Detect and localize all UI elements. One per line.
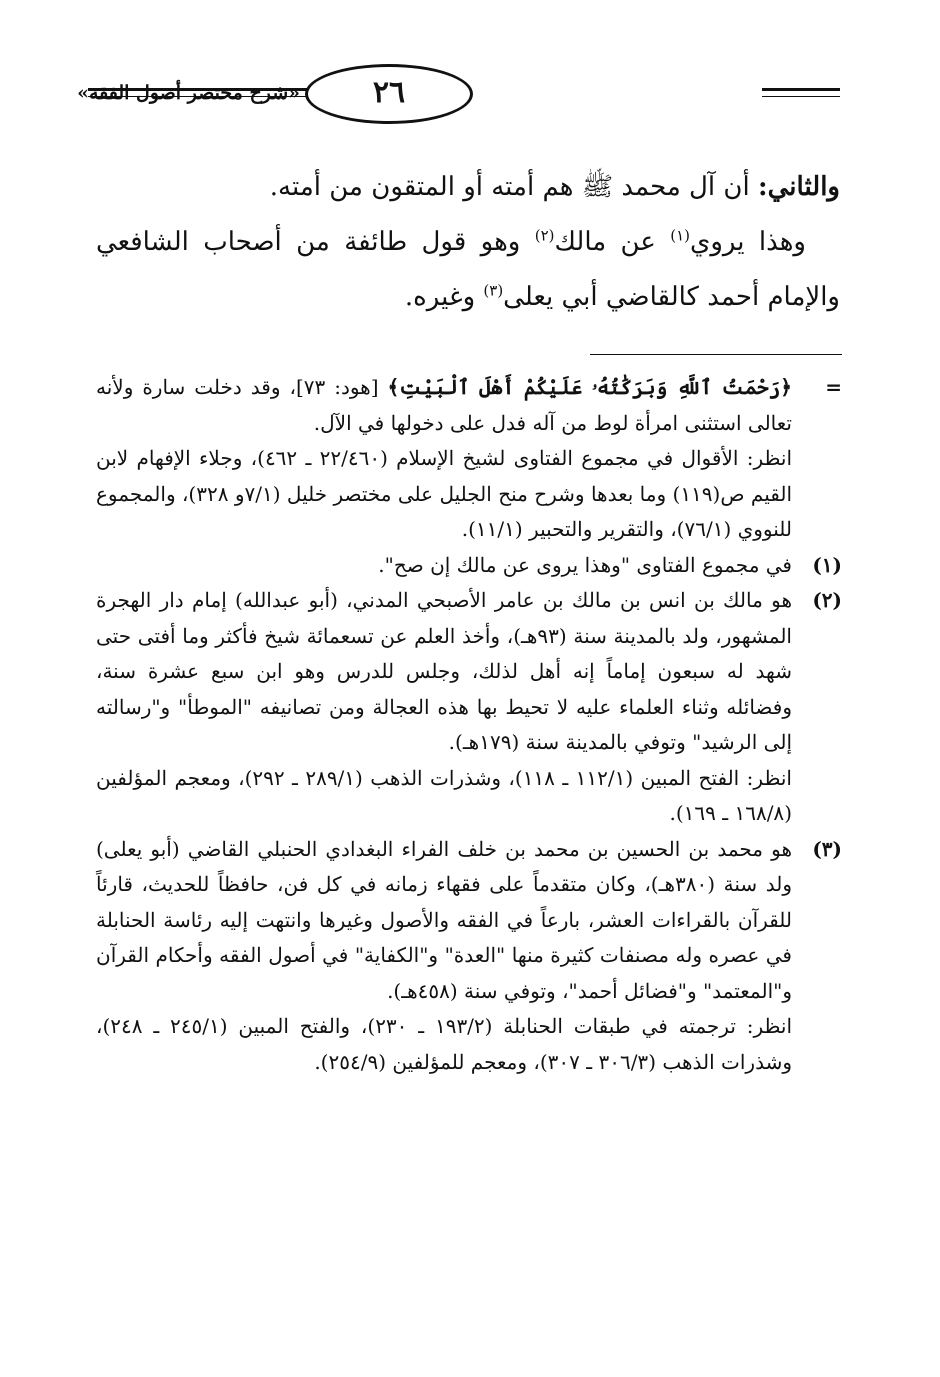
footnote-text-part: [هود: ٧٣]، وقد دخلت سارة ولأنه تعالى استثنى امرأة لوط من آله فدل على دخولها في الآل. [96, 375, 792, 435]
footnote-ref-2[interactable]: (٢) [534, 226, 555, 245]
footnote-refs: انظر: الفتح المبين (١١٢/١ ـ ١١٨)، وشذرات الذهب (٢٨٩/١ ـ ٢٩٢)، ومعجم المؤلفين (١٦٨/٨ ـ ١٦٩). [96, 765, 792, 825]
paragraph-text: وغيره. [404, 282, 484, 312]
footnote-separator [590, 354, 842, 355]
footnote-refs: انظر: الأقوال في مجموع الفتاوى لشيخ الإسلام (٢٢/٤٦٠ ـ ٤٦٢)، وجلاء الإفهام لابن القيم ص(١١٩) وما بعدها وشرح منح الجليل على مختصر خليل (٧/١و ٣٢٨)، والمجموع للنووي (٧٦/١)، والتقرير والتحبير (١١/١). [96, 446, 793, 541]
main-text [96, 160, 840, 325]
footnote-1 [96, 548, 842, 584]
paragraph-second-opinion [96, 160, 840, 215]
paragraph-text: عن مالك [554, 227, 671, 257]
footnote-mark-3: (٣) [812, 836, 842, 861]
footnote-ref-3[interactable]: (٣) [483, 281, 504, 300]
paragraph-text: وهو قول طائفة من أصحاب الشافعي والإمام أحمد كالقاضي أبي يعلى [96, 227, 840, 312]
running-header [77, 62, 840, 132]
lead-word: والثاني: [758, 172, 840, 202]
footnote-ref-1[interactable]: (١) [670, 226, 690, 245]
paragraph-text: أن آل محمد ﷺ هم أمته أو المتقون من أمته. [269, 172, 759, 202]
continuation-mark: = [825, 375, 842, 399]
paragraph-text: وهذا يروي [690, 227, 806, 257]
header-rule-right [762, 88, 840, 97]
footnote-refs: انظر: ترجمته في طبقات الحنابلة (١٩٣/٢ ـ ٢٣٠)، والفتح المبين (٢٤٥/١ ـ ٢٤٨)، وشذرات الذهب (٣٠٦/٣ ـ ٣٠٧)، ومعجم للمؤلفين (٢٥٤/٩). [96, 1014, 793, 1074]
book-title: «شرح مختصر أصول الفقه» [77, 82, 300, 104]
footnote-continued [96, 370, 842, 548]
footnote-text: هو محمد بن الحسين بن محمد بن خلف الفراء البغدادي الحنبلي القاضي (أبو يعلى) ولد سنة (٣٨٠هـ)، وكان متقدماً على فقهاء زمانه في كل فن، حافظاً للحديث، قارئاً للقرآن بالقراءات العشر، بارعاً في الفقه والأصول وغيرها وانتهت إليه رئاسة الحنابلة في عصره وله مصنفات كثيرة منها "العدة" و"الكفاية" في أصول الفقه وأحكام القرآن و"المعتمد" و"فضائل أحمد"، وتوفي سنة (٤٥٨هـ). [96, 836, 792, 1003]
paragraph-attribution [96, 215, 840, 325]
footnotes [96, 370, 842, 1080]
footnote-text: هو مالك بن انس بن مالك بن عامر الأصبحي المدني، (أبو عبدالله) إمام دار الهجرة المشهور، ولد بالمدينة سنة (٩٣هـ)، وأخذ العلم عن تسعمائة شيخ فأكثر وما أفتى حتى شهد له سبعون إماماً إنه أهل لذلك، وجلس للدرس وهو ابن سبع عشرة سنة، وفضائله وثناء العلماء عليه لا تحيط بها هذه العجالة ومن تصانيفه "الموطأ" و"رسالته إلى الرشيد" وتوفي بالمدينة سنة (١٧٩هـ). [96, 588, 792, 754]
footnote-text: في مجموع الفتاوى "وهذا يروى عن مالك إن صح". [378, 552, 792, 577]
footnote-mark-2: (٢) [812, 588, 842, 612]
footnote-text [96, 370, 792, 441]
page-number: ٢٦ [305, 64, 473, 124]
footnote-mark-1: (١) [812, 552, 842, 577]
footnote-2 [96, 583, 842, 832]
quran-verse: ﴿رَحْمَتُ ٱللَّهِ وَبَرَكَٰتُهُۥ عَلَيْكُمْ أَهْلَ ٱلْبَيْتِ﴾ [387, 375, 792, 399]
footnote-3 [96, 832, 842, 1081]
